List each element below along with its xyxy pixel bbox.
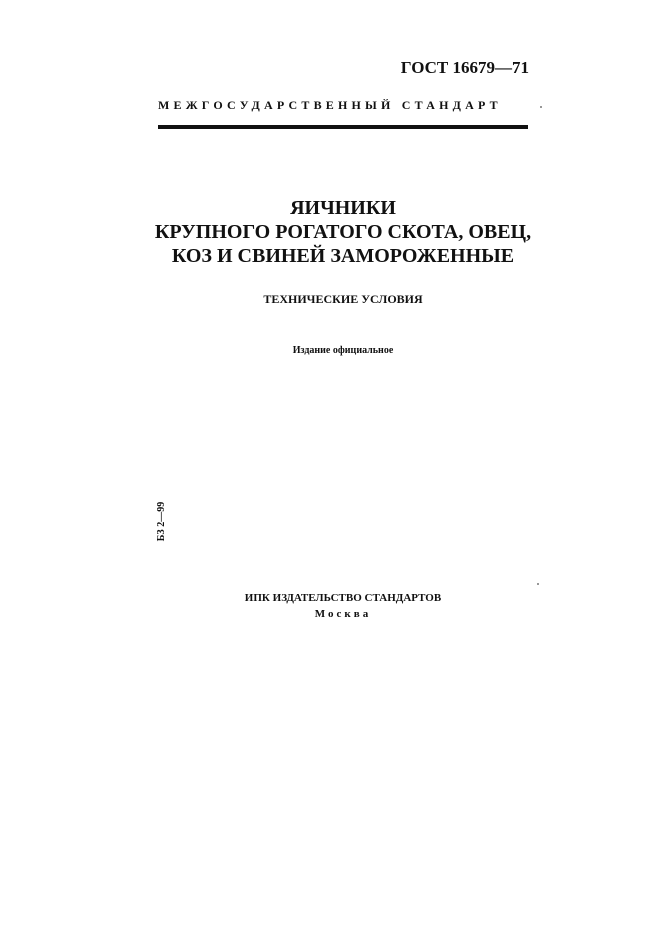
header-rule xyxy=(158,125,528,129)
scan-speck xyxy=(540,106,542,108)
standard-number: ГОСТ 16679—71 xyxy=(400,58,529,77)
publisher-name: ИПК ИЗДАТЕЛЬСТВО СТАНДАРТОВ xyxy=(244,592,442,604)
scan-speck xyxy=(537,583,539,585)
title-line-1: ЯИЧНИКИ xyxy=(290,197,396,219)
side-code: БЗ 2—99 xyxy=(156,501,168,542)
title-line-2: КРУПНОГО РОГАТОГО СКОТА, ОВЕЦ, xyxy=(154,221,532,243)
document-title xyxy=(100,196,586,268)
title-line-3: КОЗ И СВИНЕЙ ЗАМОРОЖЕННЫЕ xyxy=(171,245,515,267)
edition-note: Издание официальное xyxy=(292,345,394,356)
header-caption: МЕЖГОСУДАРСТВЕННЫЙ СТАНДАРТ xyxy=(158,98,502,112)
publisher-city: Москва xyxy=(314,608,372,620)
publisher-block xyxy=(100,590,586,622)
document-subtitle: ТЕХНИЧЕСКИЕ УСЛОВИЯ xyxy=(263,292,423,306)
